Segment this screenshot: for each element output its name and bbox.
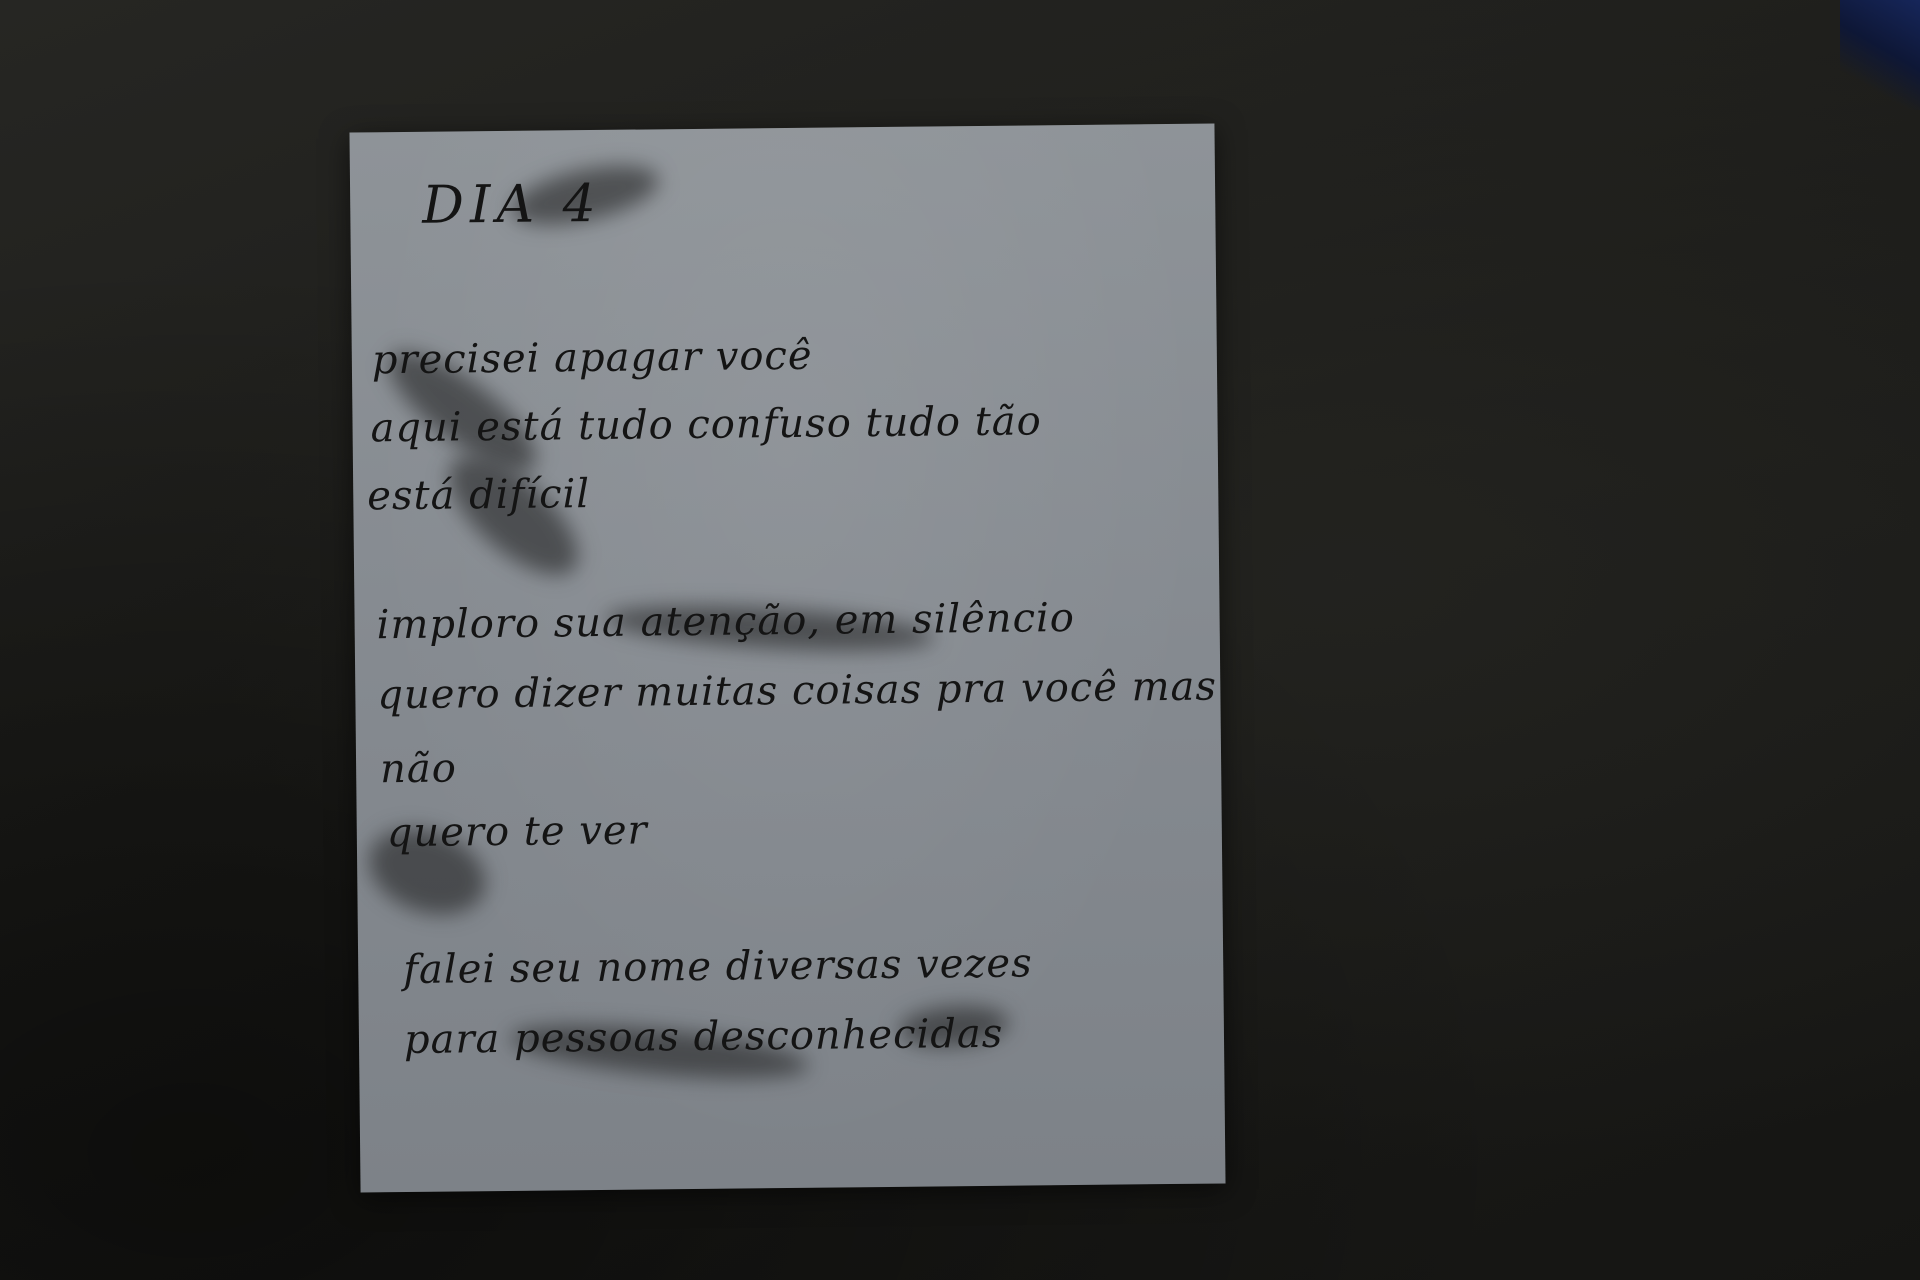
- blue-object-corner: [1840, 0, 1920, 110]
- note-line-9: para pessoas desconhecidas: [403, 1010, 1004, 1064]
- note-line-7: quero te ver: [386, 807, 648, 857]
- note-line-4: imploro sua atenção, em silêncio: [376, 594, 1076, 649]
- handwritten-note-paper: [349, 124, 1225, 1193]
- note-line-5: quero dizer muitas coisas pra você mas: [377, 663, 1218, 719]
- note-line-2: aqui está tudo confuso tudo tão: [370, 398, 1042, 452]
- note-line-8: falei seu nome diversas vezes: [403, 940, 1033, 994]
- note-title: DIA 4: [421, 173, 602, 236]
- note-line-3: está difícil: [367, 471, 591, 520]
- note-line-1: precisei apagar você: [371, 332, 813, 384]
- note-line-6: não: [379, 745, 458, 793]
